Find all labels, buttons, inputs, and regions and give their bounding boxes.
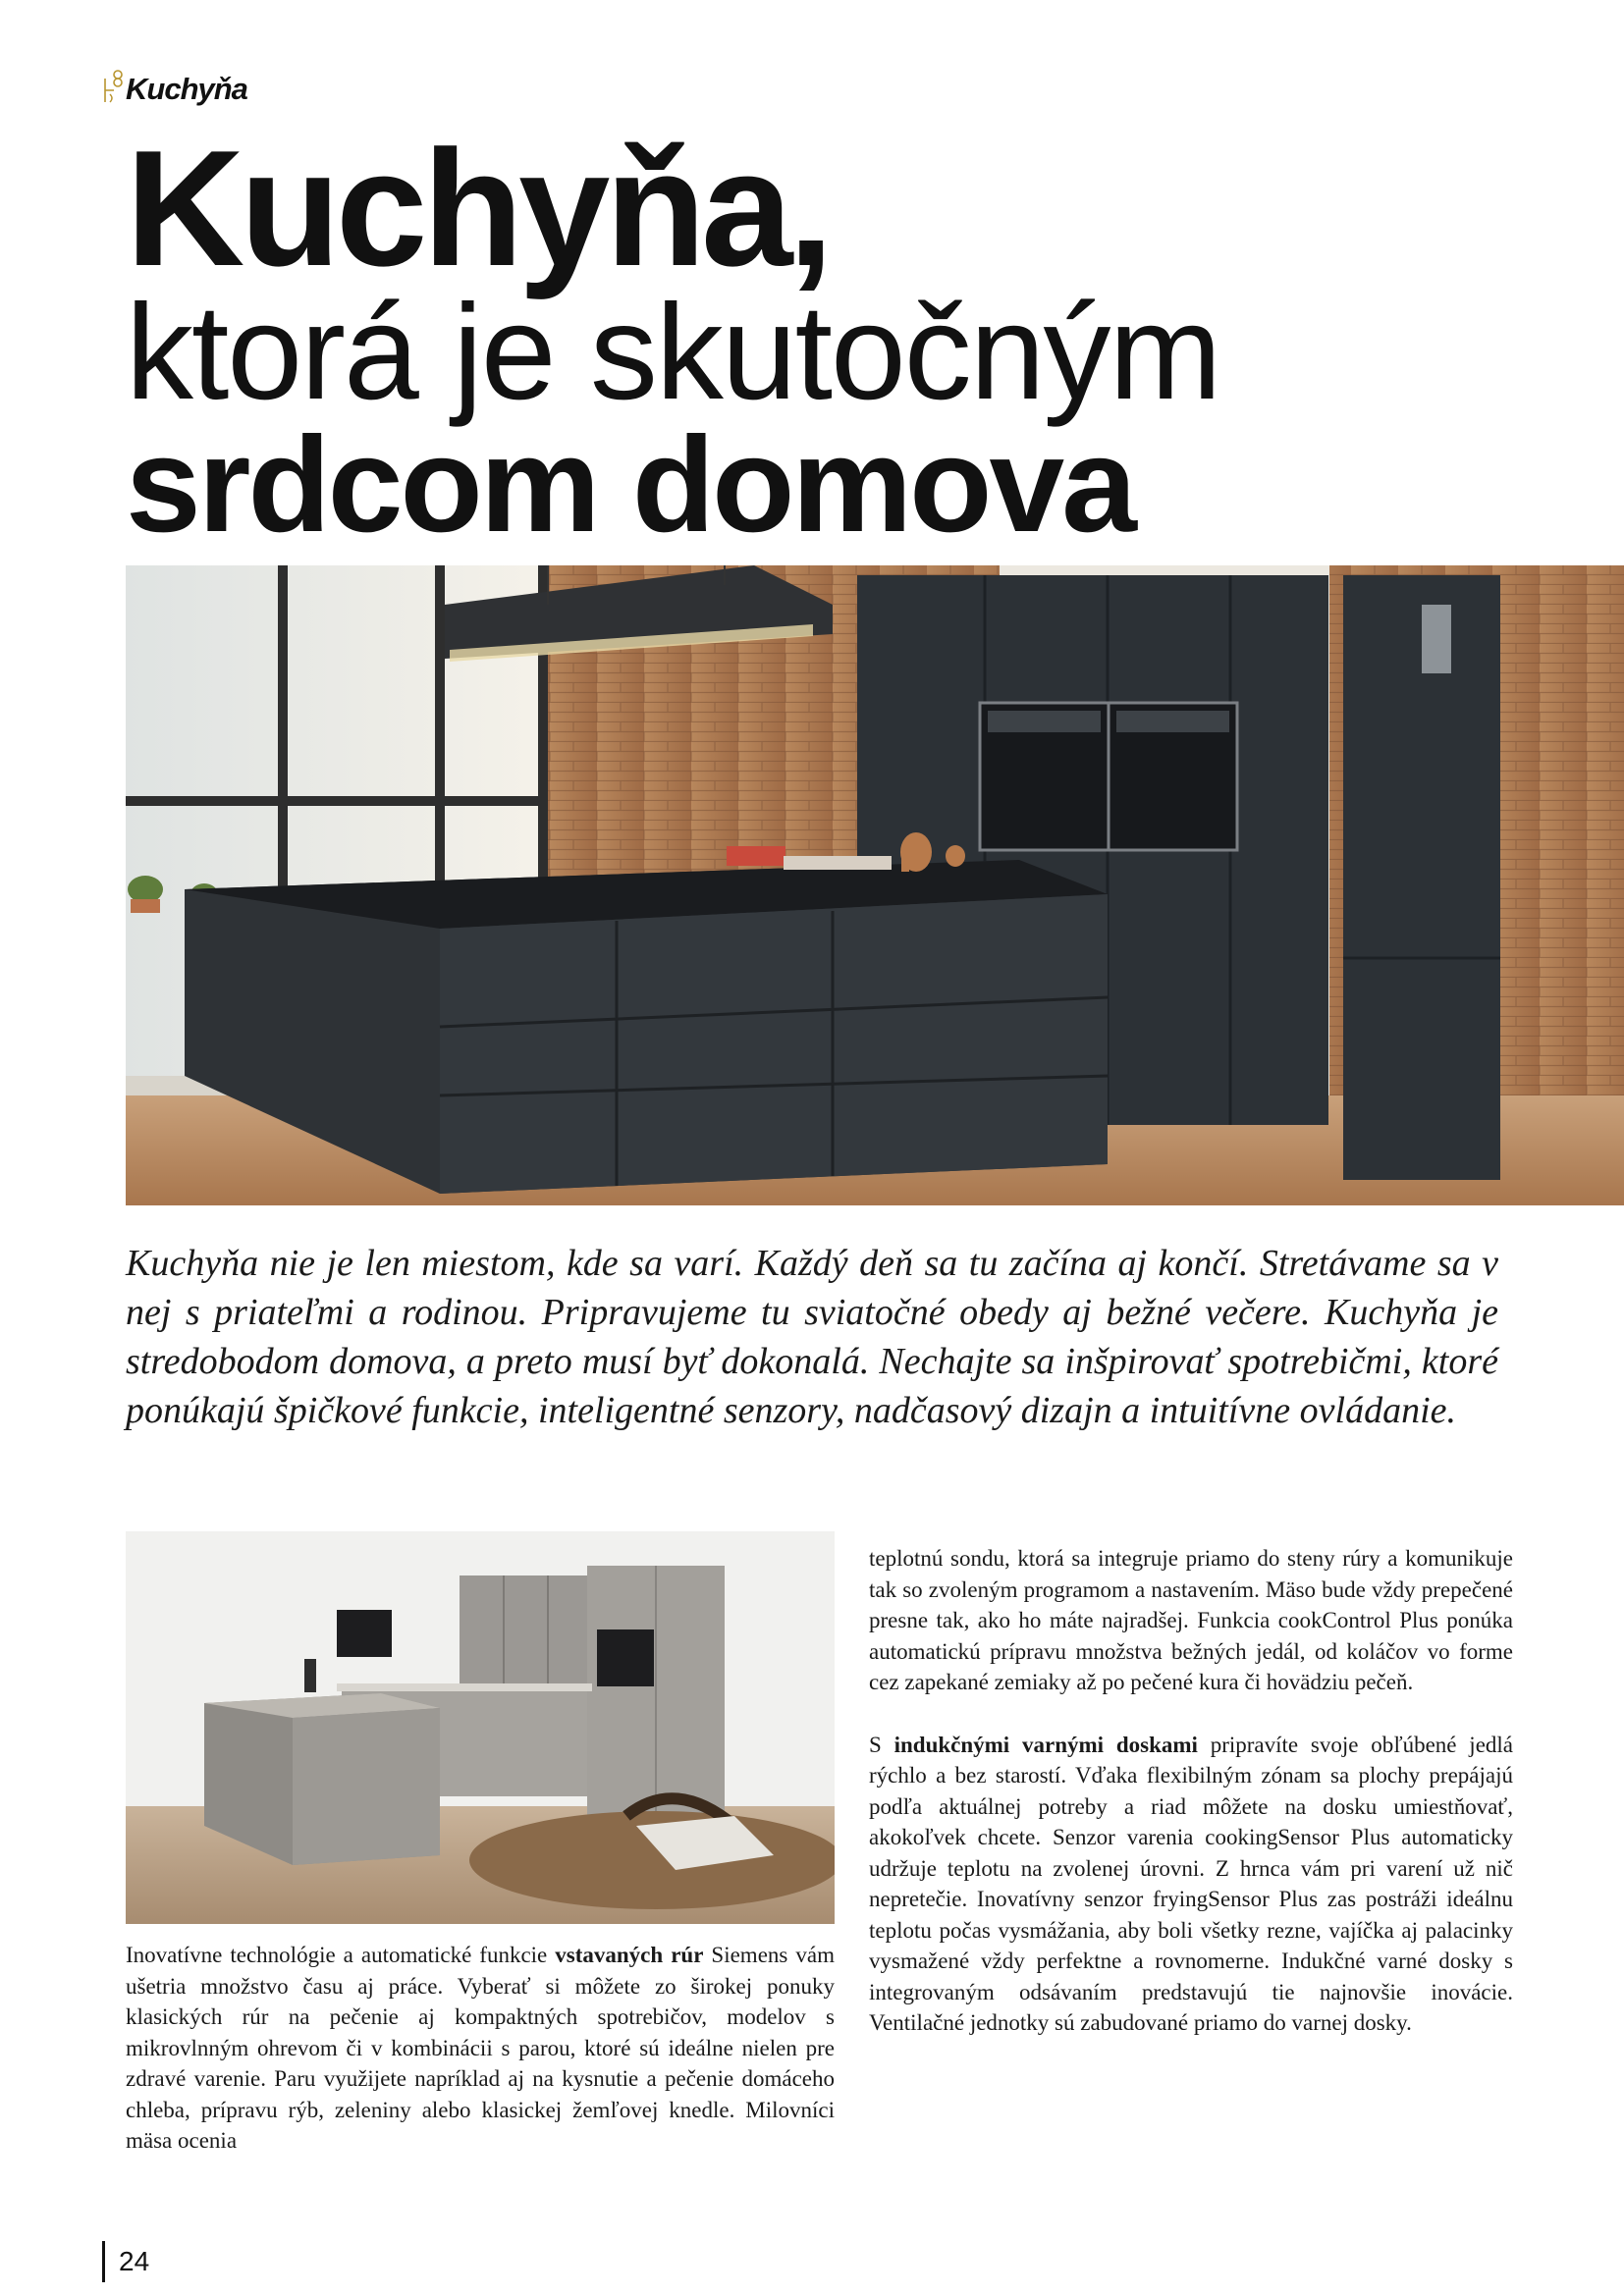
body-left-text-1: Inovatívne technológie a automatické funkcie <box>126 1943 556 1967</box>
body-left-text-2: Siemens vám ušetria množstvo času aj práce. Vyberať si môžete zo širokej ponuky klasických rúr na pečenie aj kompaktných spotrebičov, modelov s mikrovlnným ohrevom či v kombinácii s parou, ktoré sú ideálne nielen pre zdravé varenie. Paru využijete napríklad aj na kysnutie a pečenie domáceho chleba, prípravu rýb, zeleniny alebo klasickej žemľovej knedle. Milovníci mäsa ocenia <box>126 1943 835 2153</box>
body-right-bold: indukčnými varnými doskami <box>893 1732 1198 1757</box>
folio-bar <box>102 2241 105 2282</box>
section-logo <box>102 69 124 104</box>
body-column-left <box>126 1940 835 2157</box>
body-right-paragraph-2 <box>869 1730 1513 2039</box>
lead-paragraph: Kuchyňa nie je len miestom, kde sa varí. Každý deň sa tu začína aj končí. Stretávame sa v nej s priateľmi a rodinou. Pripravujeme tu sviatočné obedy aj bežné večere. Kuchyňa je stredobodom domova, a preto musí byť dokonalá. Nechajte sa inšpirovať spotrebičmi, ktoré ponúkajú špičkové funkcie, inteligentné senzory, nadčasový dizajn a intuitívne ovládanie. <box>126 1243 1498 1431</box>
body-left-bold: vstavaných rúr <box>555 1943 704 1967</box>
section-label <box>102 65 247 104</box>
body-right-text-2: pripravíte svoje obľúbené jedlá rýchlo a bez starostí. Vďaka flexibilným zónam sa plochy prepájajú podľa aktuálnej potreby a riad môžete na dosku umiestňovať, akokoľvek chcete. Senzor varenia cookingSensor Plus automaticky udržuje teplotu na zvolenej úrovni. Z hrnca vám pri varení už nič nepretečie. Inovatívny senzor fryingSensor Plus zas postráži ideálnu teplotu počas vysmážania, aby boli všetky rezne, vajíčka aj palacinky vysmažené vždy perfektne a rovnomerne. Indukčné varné dosky s integrovaným odsávaním predstavujú tie najnovšie inovácie. Ventilačné jednotky sú zabudované priamo do varnej dosky. <box>869 1732 1513 2035</box>
body-right-text-1: S <box>869 1732 894 1757</box>
body-column-right <box>869 1543 1513 2039</box>
secondary-kitchen-photo <box>126 1531 835 1924</box>
hero-kitchen-photo <box>126 565 1624 1205</box>
folio <box>102 2240 149 2283</box>
section-label-text: Kuchyňa <box>126 72 247 106</box>
page-number: 24 <box>119 2246 150 2276</box>
body-right-paragraph-1: teplotnú sondu, ktorá sa integruje priamo do steny rúry a komunikuje tak so zvoleným programom a nastavením. Mäso bude vždy prepečené presne tak, ako ho máte najradšej. Funkcia cookControl Plus ponúka automatickú prípravu množstva bežných jedál, od koláčov vo forme cez zapekané zemiaky až po pečené kura či hovädziu pečeň. <box>869 1546 1513 1694</box>
title-line-3: srdcom domova <box>126 409 1134 561</box>
title-line-1: Kuchyňa, <box>126 116 830 300</box>
paragraph-gap <box>869 1698 1513 1730</box>
title-line-2: ktorá je skutočným <box>126 277 1220 428</box>
